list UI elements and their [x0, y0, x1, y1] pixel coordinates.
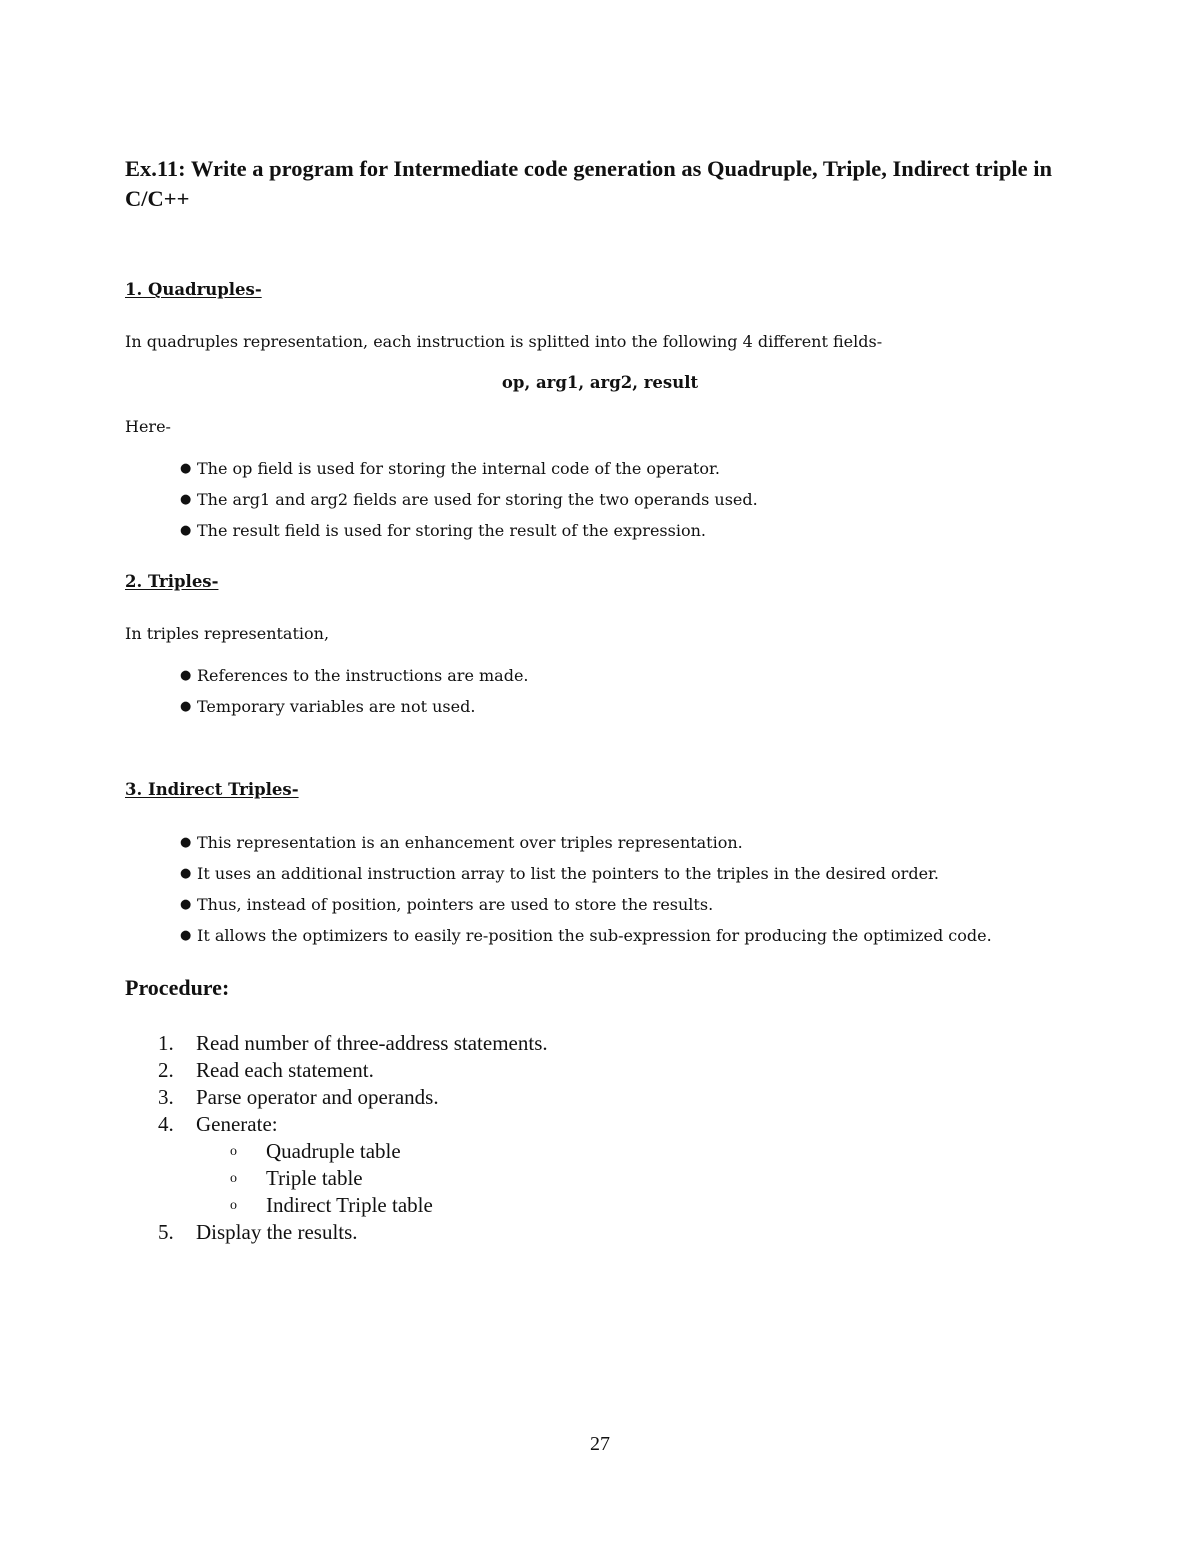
bullet-icon: ● — [180, 492, 192, 507]
list-item: ● It allows the optimizers to easily re-position the sub-expression for producing the optimized code. — [180, 926, 992, 945]
quadruples-bullet-list — [180, 458, 758, 551]
bullet-icon: ● — [180, 897, 192, 912]
list-item: ● The result field is used for storing the result of the expression. — [180, 521, 706, 540]
here-label: Here- — [125, 417, 171, 436]
triples-intro: In triples representation, — [125, 624, 330, 643]
list-item: 2. Read each statement. — [158, 1058, 374, 1082]
exercise-label: Ex.11: — [125, 156, 186, 181]
section-heading-indirect-triples: 3. Indirect Triples- — [125, 780, 299, 799]
quadruple-fields: op, arg1, arg2, result — [501, 373, 699, 392]
list-item: 5. Display the results. — [158, 1220, 358, 1244]
list-item: ● The arg1 and arg2 fields are used for storing the two operands used. — [180, 490, 758, 509]
procedure-steps — [158, 1030, 548, 1246]
exercise-title — [125, 154, 1085, 214]
list-item: ● References to the instructions are made. — [180, 666, 529, 685]
bullet-icon: ● — [180, 866, 192, 881]
page-number: 27 — [590, 1433, 610, 1455]
list-item: ● Temporary variables are not used. — [180, 697, 476, 716]
generate-sub-list — [158, 1138, 548, 1219]
list-item: ● The op field is used for storing the internal code of the operator. — [180, 459, 720, 478]
list-item: ● This representation is an enhancement over triples representation. — [180, 833, 743, 852]
list-item: ● Thus, instead of position, pointers are used to store the results. — [180, 895, 714, 914]
bullet-icon: ● — [180, 928, 192, 943]
list-item: o Quadruple table — [230, 1139, 401, 1163]
quadruples-intro: In quadruples representation, each instruction is splitted into the following 4 different fields- — [125, 332, 883, 351]
procedure-heading: Procedure: — [125, 975, 230, 1000]
list-item: 1. Read number of three-address statements. — [158, 1031, 548, 1055]
list-item: ● It uses an additional instruction array to list the pointers to the triples in the desired order. — [180, 864, 940, 883]
circle-bullet-icon: o — [230, 1144, 237, 1159]
bullet-icon: ● — [180, 699, 192, 714]
list-item: o Indirect Triple table — [230, 1193, 433, 1217]
exercise-title-text: Write a program for Intermediate code generation as Quadruple, Triple, Indirect triple in C/C++ — [125, 156, 1053, 211]
section-heading-triples: 2. Triples- — [125, 572, 219, 591]
list-item: 4. Generate: — [158, 1112, 278, 1136]
bullet-icon: ● — [180, 835, 192, 850]
triples-bullet-list — [180, 665, 529, 727]
bullet-icon: ● — [180, 523, 192, 538]
list-item: o Triple table — [230, 1166, 363, 1190]
indirect-triples-bullet-list — [180, 832, 992, 956]
bullet-icon: ● — [180, 668, 192, 683]
section-heading-quadruples: 1. Quadruples- — [125, 280, 262, 299]
circle-bullet-icon: o — [230, 1198, 237, 1213]
bullet-icon: ● — [180, 461, 192, 476]
list-item: 3. Parse operator and operands. — [158, 1085, 439, 1109]
circle-bullet-icon: o — [230, 1171, 237, 1186]
